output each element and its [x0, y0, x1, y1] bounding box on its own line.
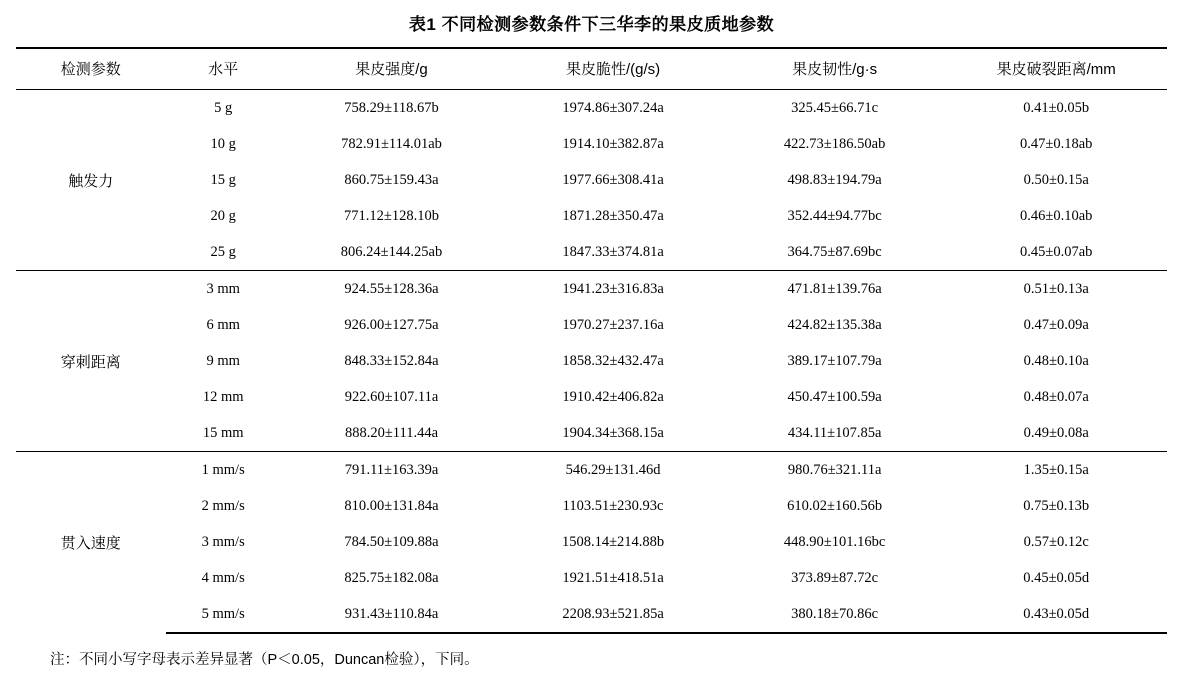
table-caption: 表1 不同检测参数条件下三华李的果皮质地参数 — [408, 15, 775, 34]
table-row — [16, 90, 1167, 127]
column-header-break-distance: 果皮破裂距离/mm — [945, 48, 1167, 90]
table-row — [16, 560, 1167, 596]
cell-crispness: 1847.33±374.81a — [562, 243, 664, 260]
cell-crispness: 1921.51±418.51a — [562, 569, 664, 586]
cell-crispness: 1508.14±214.88b — [561, 533, 665, 550]
cell-toughness: 448.90±101.16bc — [783, 533, 886, 550]
cell-crispness: 1910.42±406.82a — [562, 388, 664, 405]
cell-break-distance: 0.50±0.15a — [1023, 171, 1089, 188]
table-footnote: 注：不同小写字母表示差异显著（P＜0.05，Duncan检验），下同。 — [50, 652, 479, 668]
table-row — [16, 271, 1167, 308]
cell-level: 9 mm — [206, 352, 240, 369]
cell-break-distance: 0.48±0.07a — [1023, 388, 1089, 405]
cell-toughness: 325.45±66.71c — [791, 99, 879, 116]
cell-strength: 771.12±128.10b — [344, 207, 439, 224]
cell-break-distance: 0.57±0.12c — [1023, 533, 1089, 550]
cell-strength: 784.50±109.88a — [344, 533, 439, 550]
cell-level: 5 mm/s — [166, 596, 281, 633]
cell-level: 4 mm/s — [201, 569, 245, 586]
cell-toughness: 373.89±87.72c — [791, 569, 879, 586]
cell-toughness: 389.17±107.79a — [787, 352, 882, 369]
cell-toughness: 424.82±135.38a — [787, 316, 882, 333]
cell-level: 20 g — [210, 207, 236, 224]
cell-crispness: 1904.34±368.15a — [562, 424, 664, 441]
cell-crispness: 1941.23±316.83a — [502, 271, 724, 308]
cell-break-distance: 0.48±0.10a — [1023, 352, 1089, 369]
cell-strength: 782.91±114.01ab — [341, 135, 442, 152]
group-label-penetration-speed: 贯入速度 — [16, 452, 166, 634]
cell-crispness: 1858.32±432.47a — [562, 352, 664, 369]
table-row — [16, 379, 1167, 415]
cell-strength: 806.24±144.25ab — [340, 243, 443, 260]
cell-strength: 926.00±127.75a — [344, 316, 439, 333]
cell-level: 15 mm — [202, 424, 244, 441]
cell-break-distance: 0.41±0.05b — [1023, 99, 1090, 116]
cell-level: 3 mm — [166, 271, 281, 308]
cell-break-distance: 0.47±0.18ab — [1020, 135, 1093, 152]
table-row — [16, 452, 1167, 489]
cell-break-distance: 0.49±0.08a — [1023, 424, 1089, 441]
table-row — [16, 524, 1167, 560]
cell-level: 6 mm — [206, 316, 240, 333]
cell-strength: 758.29±118.67b — [344, 99, 439, 116]
cell-level: 25 g — [210, 243, 236, 260]
cell-toughness: 380.18±70.86c — [724, 596, 946, 633]
cell-crispness: 1977.66±308.41a — [562, 171, 664, 188]
table-row — [16, 307, 1167, 343]
table-row — [16, 198, 1167, 234]
cell-break-distance: 0.45±0.07ab — [1020, 243, 1093, 260]
cell-toughness: 434.11±107.85a — [787, 424, 882, 441]
cell-toughness: 364.75±87.69bc — [787, 243, 882, 260]
cell-strength: 931.43±110.84a — [281, 596, 503, 633]
group-label-trigger-force: 触发力 — [68, 172, 114, 190]
column-header-strength: 果皮强度/g — [281, 48, 503, 90]
cell-toughness: 498.83±194.79a — [787, 171, 882, 188]
column-header-crispness: 果皮脆性/(g/s) — [502, 48, 724, 90]
cell-crispness: 2208.93±521.85a — [502, 596, 724, 633]
texture-parameters-table — [16, 47, 1167, 634]
cell-break-distance: 1.35±0.15a — [945, 452, 1167, 489]
cell-level: 10 g — [210, 135, 236, 152]
table-header-row — [16, 48, 1167, 90]
cell-break-distance: 0.75±0.13b — [1023, 497, 1090, 514]
cell-toughness: 471.81±139.76a — [724, 271, 946, 308]
table-row — [16, 343, 1167, 379]
cell-strength: 848.33±152.84a — [344, 352, 439, 369]
cell-strength: 810.00±131.84a — [344, 497, 439, 514]
cell-crispness: 1970.27±237.16a — [562, 316, 664, 333]
cell-break-distance: 0.46±0.10ab — [1020, 207, 1093, 224]
cell-break-distance: 0.45±0.05d — [1023, 569, 1090, 586]
cell-crispness: 1914.10±382.87a — [562, 135, 664, 152]
group-label-puncture-distance: 穿刺距离 — [16, 271, 166, 452]
cell-level: 12 mm — [202, 388, 244, 405]
cell-strength: 922.60±107.11a — [344, 388, 439, 405]
table-row — [16, 596, 1167, 633]
cell-crispness: 1974.86±307.24a — [562, 99, 664, 116]
cell-level: 1 mm/s — [166, 452, 281, 489]
cell-level: 2 mm/s — [201, 497, 245, 514]
cell-toughness: 352.44±94.77bc — [787, 207, 882, 224]
column-header-toughness: 果皮韧性/g·s — [724, 48, 946, 90]
cell-crispness: 1103.51±230.93c — [562, 497, 664, 514]
table-header — [16, 48, 1167, 90]
cell-toughness: 610.02±160.56b — [787, 497, 883, 514]
cell-level: 3 mm/s — [201, 533, 245, 550]
cell-level: 5 g — [214, 99, 233, 116]
cell-crispness: 1871.28±350.47a — [562, 207, 664, 224]
cell-crispness: 546.29±131.46d — [502, 452, 724, 489]
table-row — [16, 126, 1167, 162]
cell-break-distance: 0.43±0.05d — [945, 596, 1167, 633]
cell-toughness: 450.47±100.59a — [787, 388, 882, 405]
cell-toughness: 980.76±321.11a — [724, 452, 946, 489]
cell-break-distance: 0.51±0.13a — [945, 271, 1167, 308]
column-header-parameter: 检测参数 — [16, 48, 166, 90]
table-body — [16, 90, 1167, 634]
table-row — [16, 488, 1167, 524]
table-row — [16, 415, 1167, 452]
cell-strength: 924.55±128.36a — [281, 271, 503, 308]
cell-break-distance: 0.47±0.09a — [1023, 316, 1089, 333]
cell-strength: 825.75±182.08a — [344, 569, 439, 586]
table-row — [16, 162, 1167, 198]
column-header-level: 水平 — [166, 48, 281, 90]
table-row — [16, 234, 1167, 271]
cell-strength: 860.75±159.43a — [344, 171, 439, 188]
cell-strength: 888.20±111.44a — [344, 424, 439, 441]
cell-level: 15 g — [210, 171, 236, 188]
cell-strength: 791.11±163.39a — [281, 452, 503, 489]
cell-toughness: 422.73±186.50ab — [783, 135, 886, 152]
